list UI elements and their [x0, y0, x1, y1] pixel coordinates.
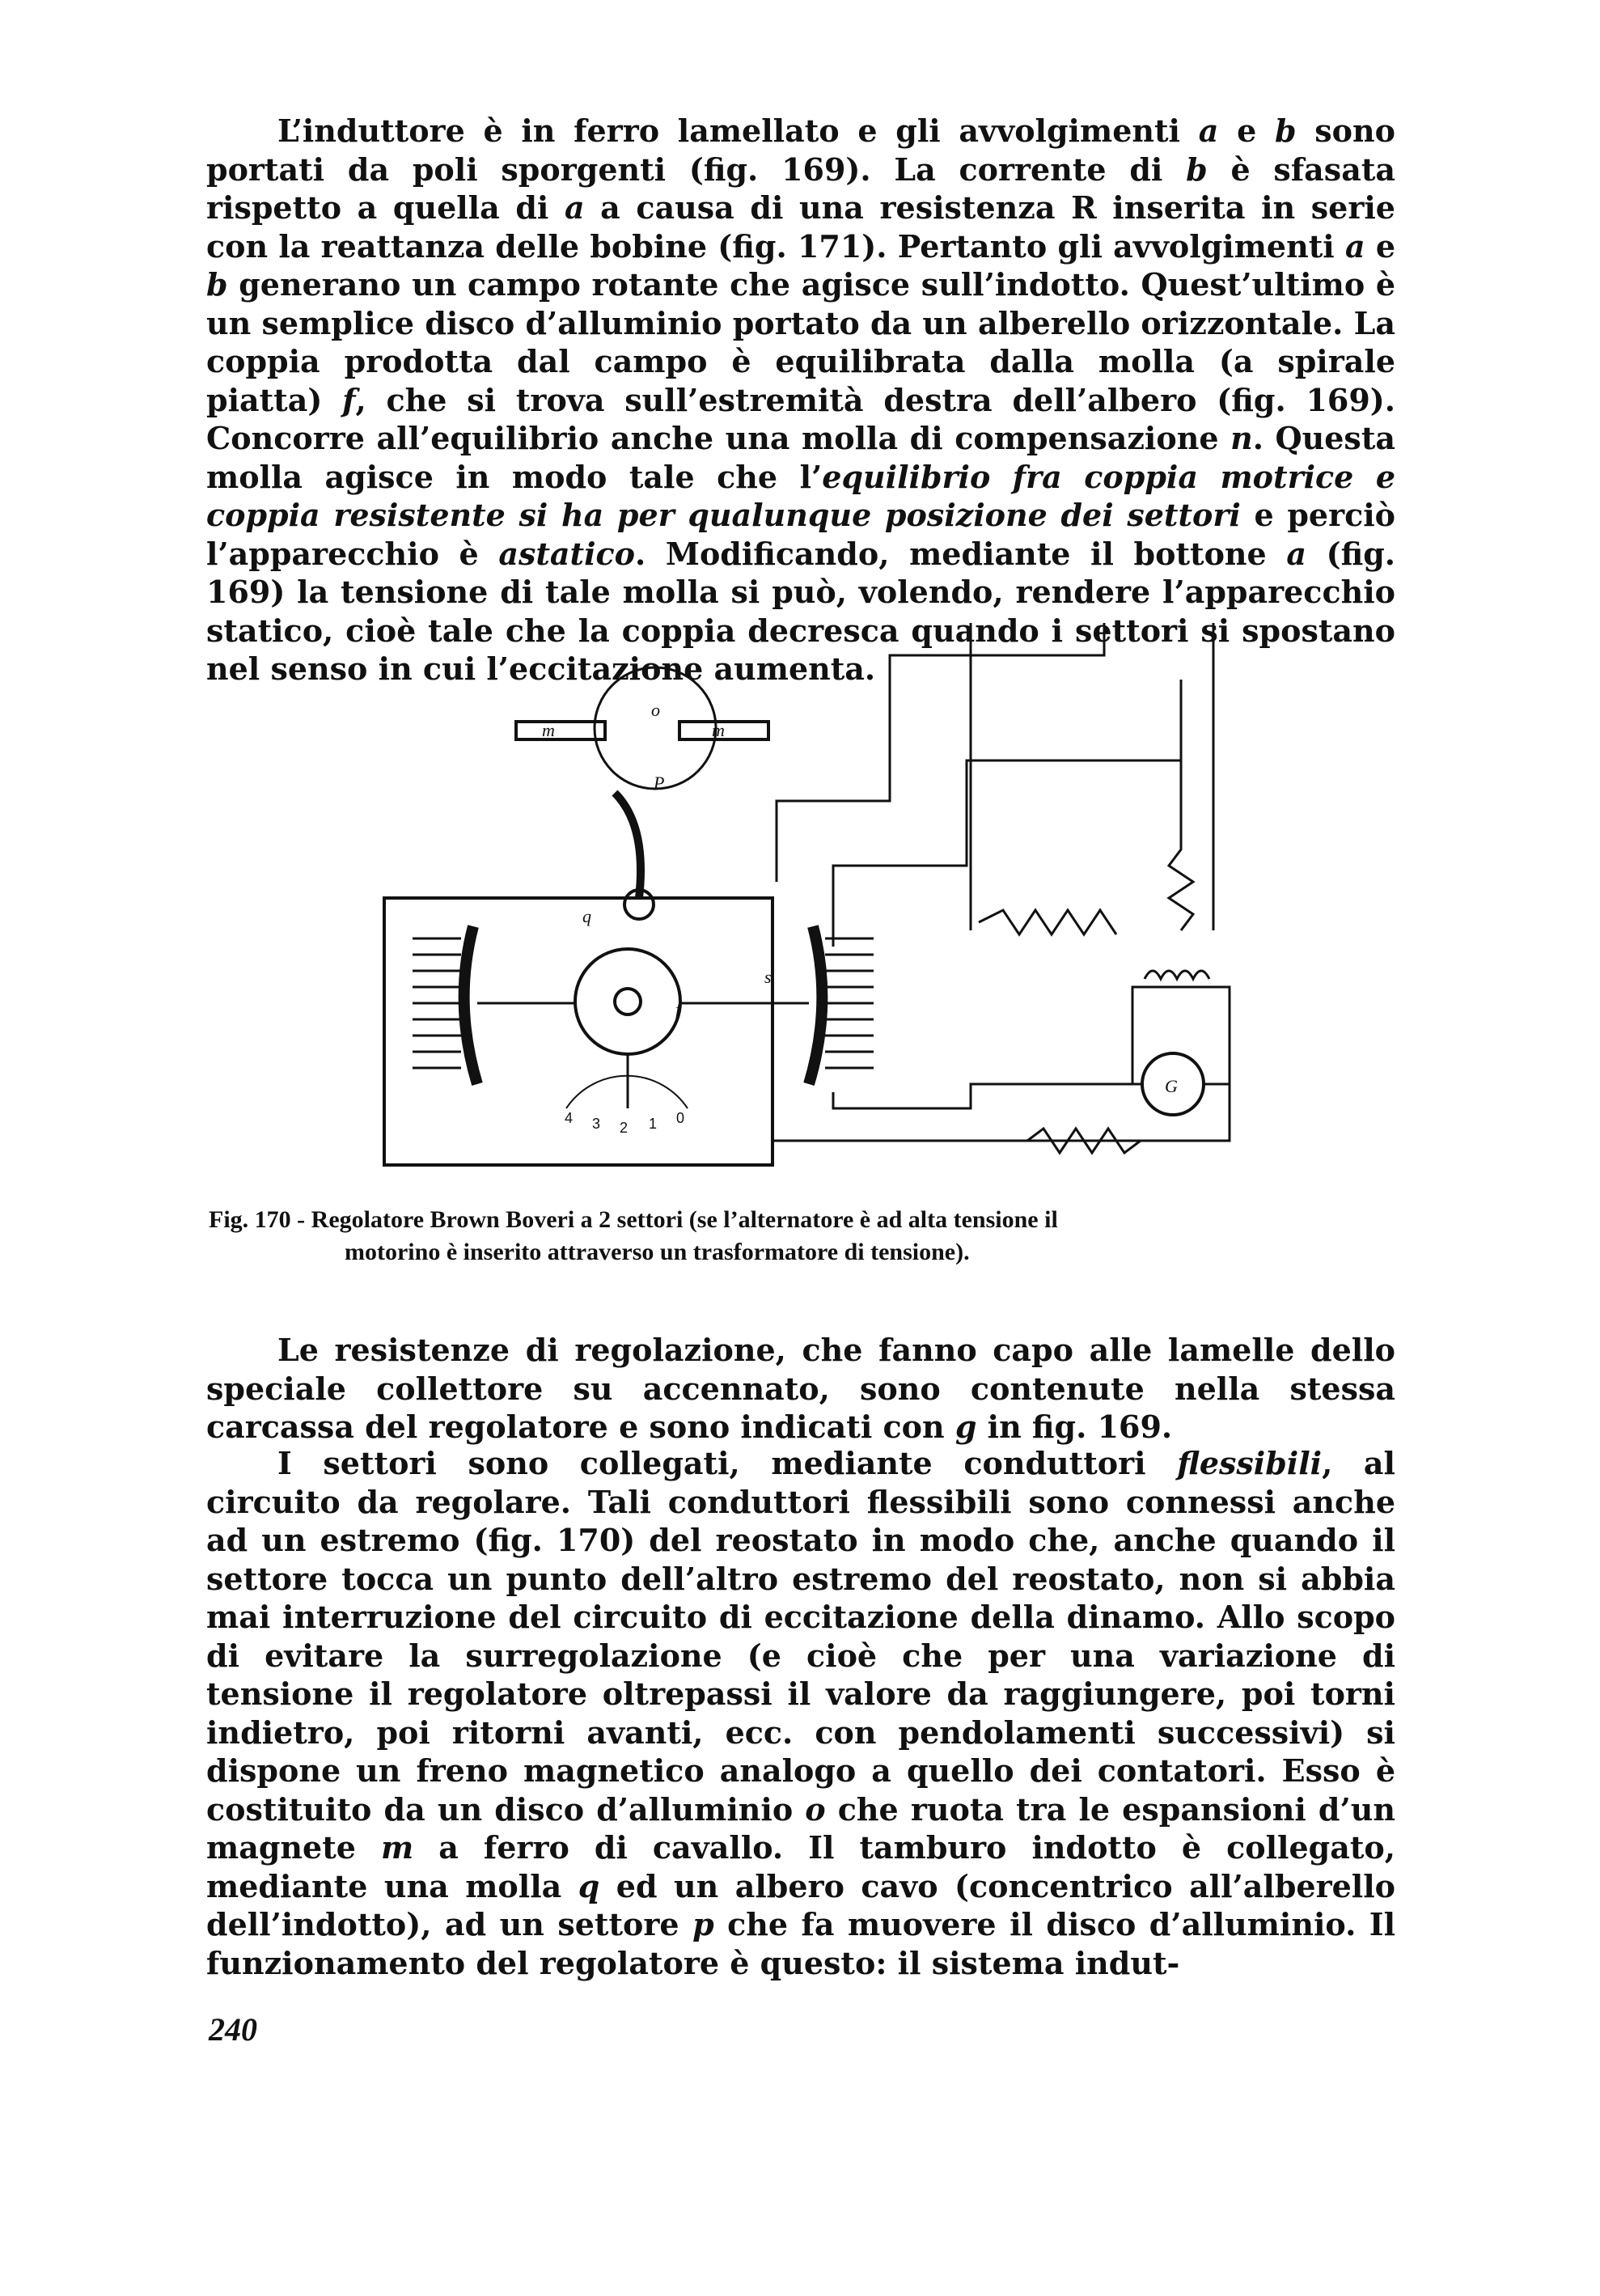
caption-line-2: motorino è inserito attraverso un trasformatore di tensione). — [345, 1239, 970, 1265]
regulator-diagram — [356, 623, 1262, 1189]
italic-run: q — [578, 1867, 600, 1904]
label-s: s — [764, 967, 772, 987]
figure-170 — [356, 623, 1262, 1189]
italic-run: a — [1344, 227, 1365, 265]
paragraph-1-text — [206, 112, 1395, 688]
paragraph-1 — [206, 112, 1395, 688]
label-o: o — [651, 700, 660, 720]
italic-run: astatico — [498, 535, 636, 572]
figure-caption — [209, 1204, 1398, 1269]
paragraph-2-text — [206, 1331, 1395, 1447]
label-q: q — [582, 906, 591, 926]
italic-run: o — [805, 1790, 826, 1828]
text-run: L’induttore è in ferro lamellato e gli avvolgimenti — [277, 112, 1199, 149]
paragraph-3-text — [206, 1444, 1395, 1982]
label-f: f — [675, 999, 681, 1019]
text-run: generano un campo rotante che agisce sull’indotto. Quest’ultimo è un semplice disco d’alluminio portato da un alberello orizzontale. La coppia prodotta dal campo è equilibrata dalla molla (a spirale piatta) — [206, 266, 1395, 418]
rotor-axle — [615, 989, 641, 1015]
scale-0: 0 — [676, 1110, 685, 1126]
pole-right — [809, 926, 822, 1084]
text-run: e — [1365, 227, 1396, 265]
coil-left — [413, 938, 461, 1068]
pole-left — [464, 926, 477, 1084]
text-run: a causa di una resistenza R inserita in serie con la reattanza delle bobine (fig. 171). Pertanto gli avvolgimenti — [206, 189, 1395, 265]
page-number: 240 — [209, 2011, 257, 2048]
text-run: I settori sono collegati, mediante conduttori — [277, 1445, 1178, 1481]
scale-1: 1 — [649, 1116, 658, 1132]
text-run: , che si trova sull’estremità destra dell’albero (fig. 169). Concorre all’equilibrio anche una molla di compensazione — [206, 381, 1395, 456]
scale-4: 4 — [565, 1110, 574, 1126]
italic-run: n — [1230, 420, 1253, 456]
text-run: che fa muovere il disco d’alluminio. Il funzionamento del regolatore è questo: il sistema indut- — [206, 1906, 1396, 1981]
italic-run: flessibili — [1177, 1445, 1323, 1481]
italic-run: g — [954, 1409, 977, 1445]
resistor-vertical — [1169, 760, 1193, 930]
text-run: Le resistenze di regolazione, che fanno capo alle lamelle dello speciale collettore su accennato, sono contenute nella stessa carcassa del regolatore e sono indicati con — [206, 1332, 1395, 1445]
brake-disc — [595, 667, 716, 789]
italic-run: p — [692, 1906, 714, 1942]
text-run: sono portati da poli sporgenti (fig. 169). La corrente di — [206, 112, 1395, 188]
caption-line-1: Fig. 170 - Regolatore Brown Boveri a 2 settori (se l’alternatore è ad alta tensione il — [209, 1206, 1058, 1233]
rotor-drum — [575, 949, 680, 1054]
coil-right — [825, 938, 874, 1068]
italic-run: a — [1198, 112, 1219, 149]
label-P: P — [654, 773, 665, 793]
label-m: m — [542, 720, 555, 740]
italic-run: f — [342, 381, 356, 418]
field-coil — [1145, 971, 1209, 979]
italic-run: b — [206, 266, 228, 303]
text-run: a ferro di cavallo. Il tamburo indotto è collegato, mediante una molla — [206, 1829, 1395, 1904]
text-run: e perciò l’apparecchio è — [206, 497, 1396, 572]
italic-run: b — [1274, 112, 1297, 149]
paragraph-3 — [206, 1444, 1395, 1982]
text-run: (fig. 169) la tensione di tale molla si può, volendo, rendere l’apparecchio statico, cioè tale che la coppia decresca quando i settori si spostano nel senso in cui l’eccitazione aumenta. — [206, 535, 1395, 687]
text-run: . Modificando, mediante il bottone — [635, 535, 1287, 572]
italic-run: a — [1286, 535, 1306, 572]
sector-arm — [615, 793, 641, 898]
magnet-left — [516, 722, 605, 739]
text-run: e — [1218, 112, 1275, 149]
text-run: che ruota tra le espansioni d’un magnete — [206, 1790, 1395, 1866]
italic-run: a — [564, 189, 585, 226]
italic-run: m — [380, 1829, 414, 1866]
text-run: ed un albero cavo (concentrico all’alberello dell’indotto), ad un settore — [206, 1867, 1396, 1942]
resistor-horizontal — [979, 910, 1116, 934]
italic-run: equilibrio fra coppia motrice e coppia resistente si ha per qualunque posizione dei settori — [206, 458, 1396, 533]
text-run: in fig. 169. — [976, 1409, 1173, 1445]
label-G: G — [1165, 1076, 1178, 1096]
paragraph-2 — [206, 1331, 1395, 1447]
scale-3: 3 — [592, 1116, 601, 1132]
text-run: è sfasata rispetto a quella di — [206, 150, 1395, 226]
text-run: , al circuito da regolare. Tali conduttori flessibili sono connessi anche ad un estremo (fig. 170) del reostato in modo che, anche quando il settore tocca un punto dell’altro estremo del reostato, non si abbia mai interruzione del circuito di eccitazione della dinamo. Allo scopo di evitare la surregolazione (e cioè che per una variazione di tensione il regolatore oltrepassi il valore da raggiungere, poi torni indietro, poi ritorni avanti, ecc. con pendolamenti successivi) si dispone un freno magnetico analogo a quello dei contatori. Esso è costituito da un disco d’alluminio — [206, 1445, 1395, 1828]
italic-run: b — [1186, 150, 1208, 188]
label-m2: m — [712, 720, 725, 740]
scale-2: 2 — [620, 1120, 629, 1136]
text-run: . Questa molla agisce in modo tale che l’ — [206, 420, 1395, 495]
